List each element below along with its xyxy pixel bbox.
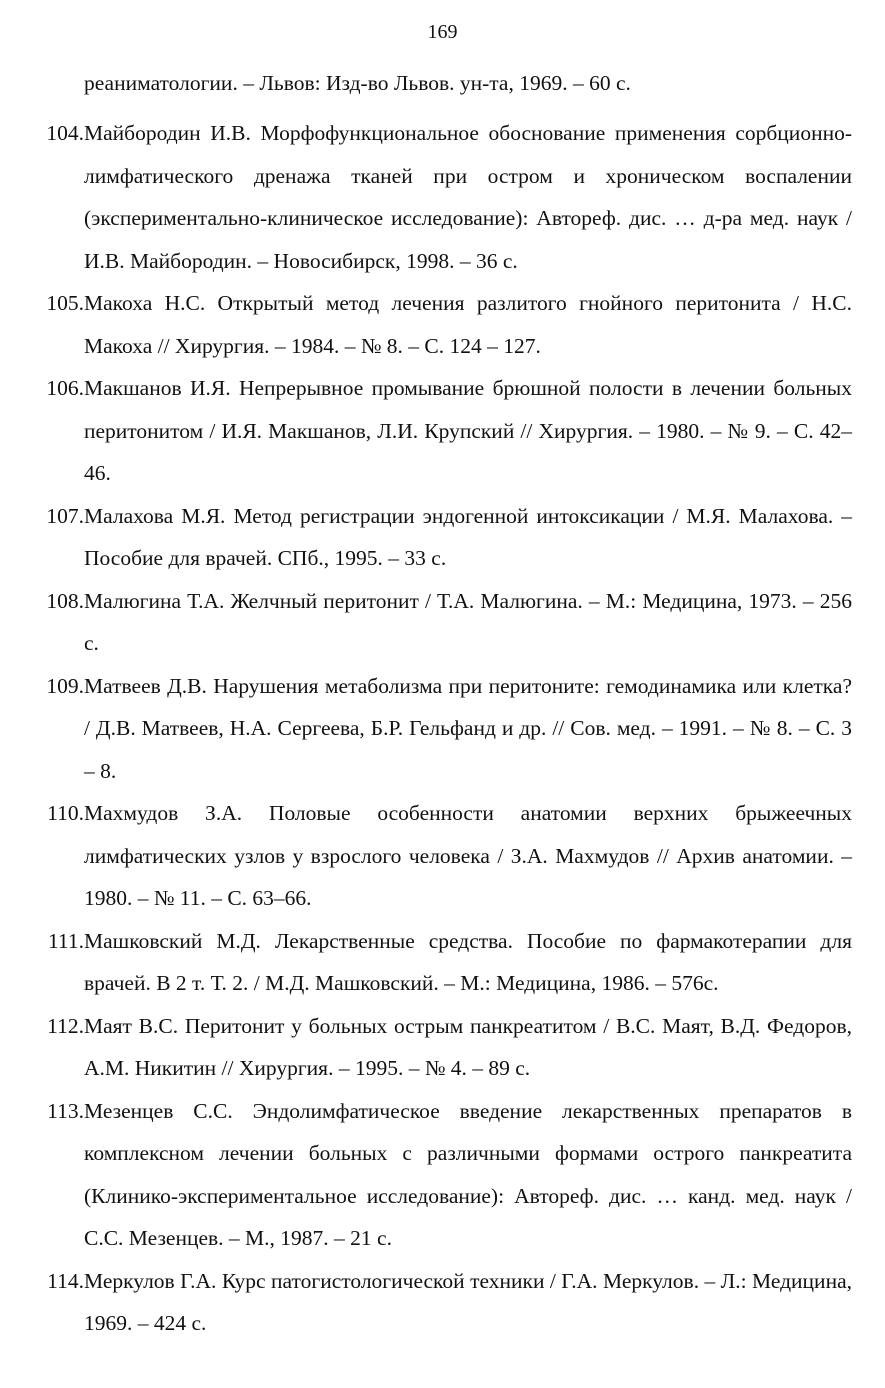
- reference-text: Меркулов Г.А. Курс патогистологической техники / Г.А. Меркулов. – Л.: Медицина, 1969. – 424 с.: [84, 1268, 852, 1335]
- reference-number: 110.: [47, 801, 84, 825]
- reference-item: [26, 1090, 852, 1260]
- page-number: 169: [427, 21, 458, 43]
- reference-text: Малахова М.Я. Метод регистрации эндогенной интоксикации / М.Я. Малахова. – Пособие для врачей. СПб., 1995. – 33 с.: [84, 503, 852, 570]
- reference-number: 106.: [46, 376, 84, 400]
- continued-reference-text: реаниматологии. – Львов: Изд-во Львов. ун-та, 1969. – 60 с.: [84, 71, 631, 95]
- reference-text: Макшанов И.Я. Непрерывное промывание брюшной полости в лечении больных перитонитом / И.Я. Макшанов, Л.И. Крупский // Хирургия. – 1980. – № 9. – С. 42–46.: [84, 376, 852, 485]
- reference-number: 107.: [46, 503, 84, 528]
- reference-text: Майбородин И.В. Морфофункциональное обоснование применения сорбционно-лимфатического дренажа тканей при остром и хроническом воспалении (экспериментально-клиническое исследование): Автореф. дис. … д-ра мед. наук / И.В. Майбородин. – Новосибирск, 1998. – 36 с.: [84, 121, 852, 273]
- reference-item: [26, 112, 852, 282]
- reference-text: Мезенцев С.С. Эндолимфатическое введение лекарственных препаратов в комплексном лечении больных с различными формами острого панкреатита (Клинико-экспериментальное исследование): Автореф. дис. … канд. мед. наук / С.С. Мезенцев. – М., 1987. – 21 с.: [84, 1098, 852, 1250]
- reference-number: 113.: [47, 1098, 84, 1123]
- reference-text: Матвеев Д.В. Нарушения метаболизма при перитоните: гемодинамика или клетка? / Д.В. Матвеев, Н.А. Сергеева, Б.Р. Гельфанд и др. // Сов. мед. – 1991. – № 8. – С. 3 – 8.: [84, 673, 852, 783]
- reference-item: [26, 792, 852, 920]
- reference-item: [26, 1005, 852, 1090]
- reference-number: 105.: [46, 291, 84, 315]
- reference-text: Маят В.С. Перитонит у больных острым панкреатитом / В.С. Маят, В.Д. Федоров, А.М. Никитин // Хирургия. – 1995. – № 4. – 89 с.: [84, 1013, 852, 1080]
- reference-item: [26, 665, 852, 793]
- reference-item: [26, 580, 852, 665]
- reference-text: Машковский М.Д. Лекарственные средства. Пособие по фармакотерапии для врачей. В 2 т. Т. 2. / М.Д. Машковский. – М.: Медицина, 1986. – 576с.: [84, 928, 852, 995]
- reference-number: 108.: [46, 588, 84, 613]
- reference-number: 109.: [46, 673, 84, 698]
- reference-number: 114.: [47, 1268, 84, 1293]
- reference-item: [26, 282, 852, 367]
- reference-item: [26, 1260, 852, 1345]
- reference-number: 112.: [47, 1013, 84, 1038]
- reference-number: 111.: [47, 928, 84, 953]
- reference-item: [26, 495, 852, 580]
- reference-item: [26, 920, 852, 1005]
- reference-list: [26, 112, 852, 1345]
- reference-text: Малюгина Т.А. Желчный перитонит / Т.А. Малюгина. – М.: Медицина, 1973. – 256 с.: [84, 588, 852, 655]
- reference-text: Макоха Н.С. Открытый метод лечения разлитого гнойного перитонита / Н.С. Макоха // Хирургия. – 1984. – № 8. – С. 124 – 127.: [84, 291, 852, 358]
- reference-number: 104.: [46, 121, 84, 145]
- reference-item: [26, 367, 852, 495]
- reference-text: Махмудов З.А. Половые особенности анатомии верхних брыжеечных лимфатических узлов у взрослого человека / З.А. Махмудов // Архив анатомии. – 1980. – № 11. – С. 63–66.: [84, 801, 852, 910]
